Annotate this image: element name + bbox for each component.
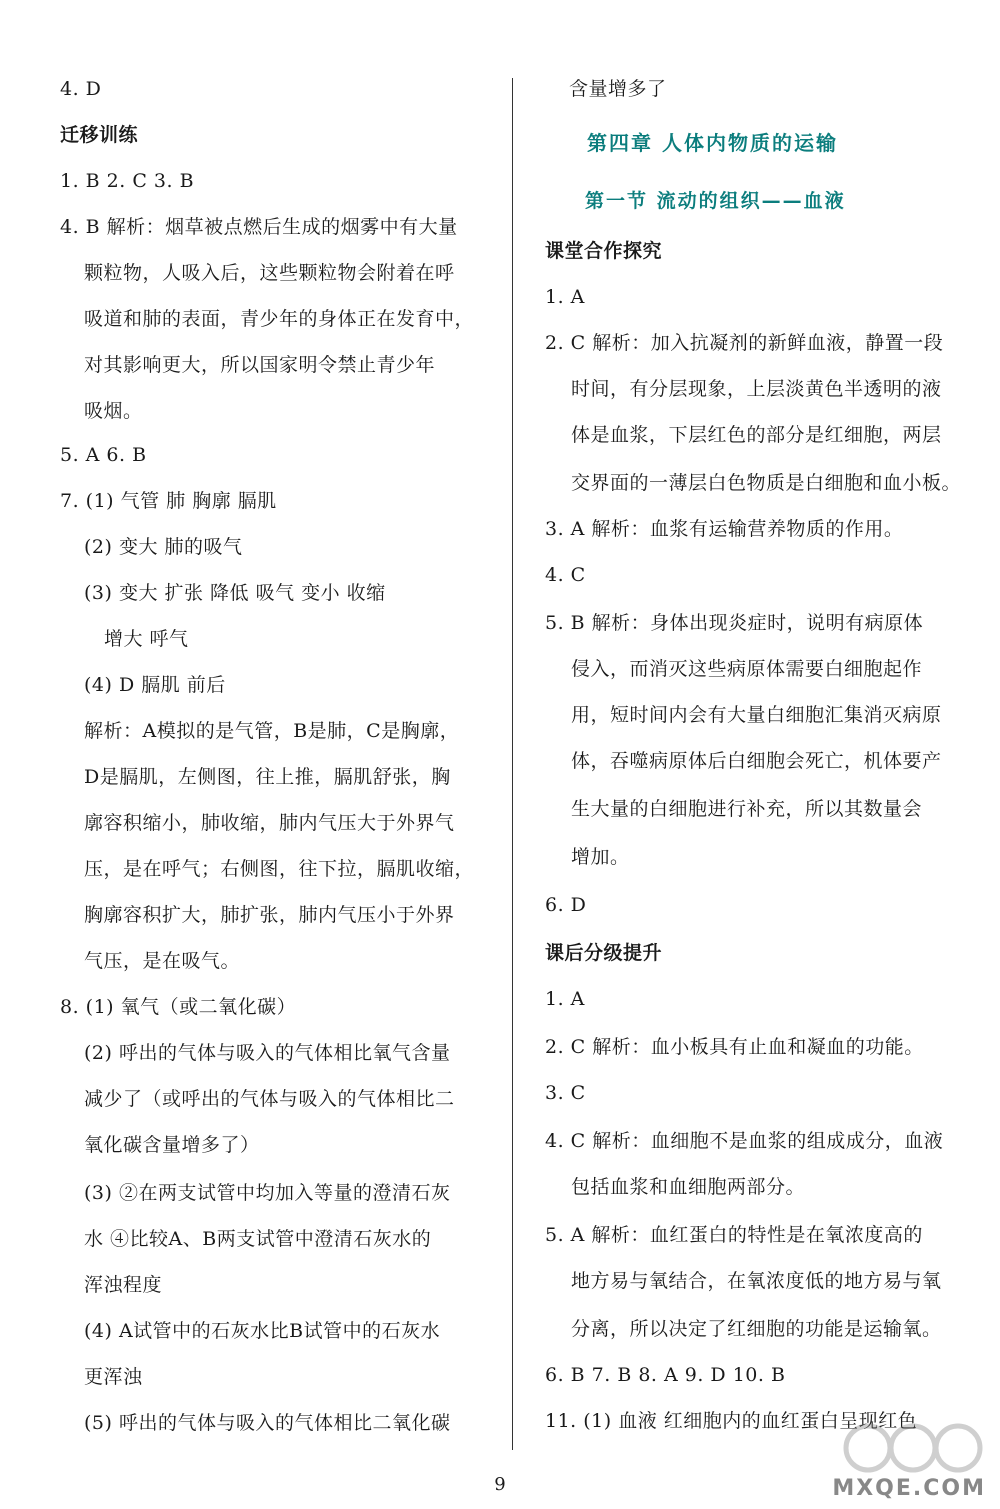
answer-line: 体，吞噬病原体后白细胞会死亡，机体要产 bbox=[571, 750, 942, 772]
answer-line: 4. C 解析：血细胞不是血浆的组成成分，血液 bbox=[545, 1130, 944, 1152]
answer-line: 增大 呼气 bbox=[104, 628, 189, 650]
answer-line: 11. (1) 血液 红细胞内的血红蛋白呈现红色 bbox=[545, 1410, 918, 1432]
section-heading: 迁移训练 bbox=[60, 124, 139, 146]
answer-line: (2) 变大 肺的吸气 bbox=[84, 536, 243, 558]
answer-line: 4. B 解析：烟草被点燃后生成的烟雾中有大量 bbox=[60, 216, 458, 238]
answer-line: D是膈肌，左侧图，往上推，膈肌舒张，胸 bbox=[84, 766, 451, 788]
answer-line: (4) A试管中的石灰水比B试管中的石灰水 bbox=[84, 1320, 441, 1342]
answer-line: 水 ④比较A、B两支试管中澄清石灰水的 bbox=[84, 1228, 432, 1250]
answer-line: 3. C bbox=[545, 1082, 586, 1104]
answer-line: 颗粒物，人吸入后，这些颗粒物会附着在呼 bbox=[84, 262, 455, 284]
answer-line: 交界面的一薄层白色物质是白细胞和血小板。 bbox=[571, 472, 962, 494]
answer-line: 1. A bbox=[545, 286, 585, 308]
answer-line: 浑浊程度 bbox=[84, 1274, 163, 1296]
answer-line: 氧化碳含量增多了） bbox=[84, 1134, 260, 1156]
answer-line: 1. B 2. C 3. B bbox=[60, 170, 195, 192]
answer-line: (5) 呼出的气体与吸入的气体相比二氧化碳 bbox=[84, 1412, 451, 1434]
answer-line: 压，是在呼气；右侧图，往下拉，膈肌收缩， bbox=[84, 858, 475, 880]
answer-line: 解析：A模拟的是气管，B是肺，C是胸廓， bbox=[84, 720, 460, 742]
answer-line: 气压，是在吸气。 bbox=[84, 950, 241, 972]
answer-line: 2. C 解析：血小板具有止血和凝血的功能。 bbox=[545, 1036, 924, 1058]
answer-line: 3. A 解析：血浆有运输营养物质的作用。 bbox=[545, 518, 904, 540]
answer-line: 地方易与氧结合，在氧浓度低的地方易与氧 bbox=[571, 1270, 942, 1292]
section-title: 第一节 流动的组织——血液 bbox=[585, 190, 846, 212]
answer-line: (3) ②在两支试管中均加入等量的澄清石灰 bbox=[84, 1182, 451, 1204]
answer-line: 5. B 解析：身体出现炎症时，说明有病原体 bbox=[545, 612, 924, 634]
answer-line: (4) D 膈肌 前后 bbox=[84, 674, 226, 696]
column-divider bbox=[512, 78, 513, 1450]
answer-line: 侵入，而消灭这些病原体需要白细胞起作 bbox=[571, 658, 923, 680]
answer-line: 生大量的白细胞进行补充，所以其数量会 bbox=[571, 798, 923, 820]
answer-line: (2) 呼出的气体与吸入的气体相比氧气含量 bbox=[84, 1042, 451, 1064]
answer-line: 更浑浊 bbox=[84, 1366, 143, 1388]
watermark-text: MXQE.COM bbox=[832, 1476, 986, 1501]
answer-line: 时间，有分层现象，上层淡黄色半透明的液 bbox=[571, 378, 942, 400]
section-heading: 课堂合作探究 bbox=[545, 240, 663, 262]
chapter-title: 第四章 人体内物质的运输 bbox=[587, 131, 838, 155]
answer-line: 包括血浆和血细胞两部分。 bbox=[571, 1176, 806, 1198]
answer-line: 6. B 7. B 8. A 9. D 10. B bbox=[545, 1364, 786, 1386]
answer-line: 用，短时间内会有大量白细胞汇集消灭病原 bbox=[571, 704, 942, 726]
answer-line: 1. A bbox=[545, 988, 585, 1010]
answer-line: 吸道和肺的表面，青少年的身体正在发育中， bbox=[84, 308, 475, 330]
answer-line: 7. (1) 气管 肺 胸廓 膈肌 bbox=[60, 490, 277, 512]
answer-line: (3) 变大 扩张 降低 吸气 变小 收缩 bbox=[84, 582, 386, 604]
answer-line: 对其影响更大，所以国家明令禁止青少年 bbox=[84, 354, 436, 376]
answer-line: 8. (1) 氧气（或二氧化碳） bbox=[60, 996, 297, 1018]
page-number: 9 bbox=[494, 1474, 506, 1495]
answer-line: 4. D bbox=[60, 78, 102, 100]
answer-line: 分离，所以决定了红细胞的功能是运输氧。 bbox=[571, 1318, 942, 1340]
answer-line: 2. C 解析：加入抗凝剂的新鲜血液，静置一段 bbox=[545, 332, 944, 354]
answer-line: 6. D bbox=[545, 894, 587, 916]
answer-line: 增加。 bbox=[571, 846, 630, 868]
section-heading: 课后分级提升 bbox=[545, 942, 663, 964]
answer-line: 含量增多了 bbox=[569, 78, 667, 100]
answer-line: 减少了（或呼出的气体与吸入的气体相比二 bbox=[84, 1088, 455, 1110]
answer-line: 吸烟。 bbox=[84, 400, 143, 422]
answer-line: 4. C bbox=[545, 564, 586, 586]
answer-line: 5. A 6. B bbox=[60, 444, 147, 466]
answer-line: 廓容积缩小，肺收缩，肺内气压大于外界气 bbox=[84, 812, 455, 834]
answer-line: 5. A 解析：血红蛋白的特性是在氧浓度高的 bbox=[545, 1224, 923, 1246]
answer-line: 体是血浆，下层红色的部分是红细胞，两层 bbox=[571, 424, 942, 446]
answer-line: 胸廓容积扩大，肺扩张，肺内气压小于外界 bbox=[84, 904, 455, 926]
